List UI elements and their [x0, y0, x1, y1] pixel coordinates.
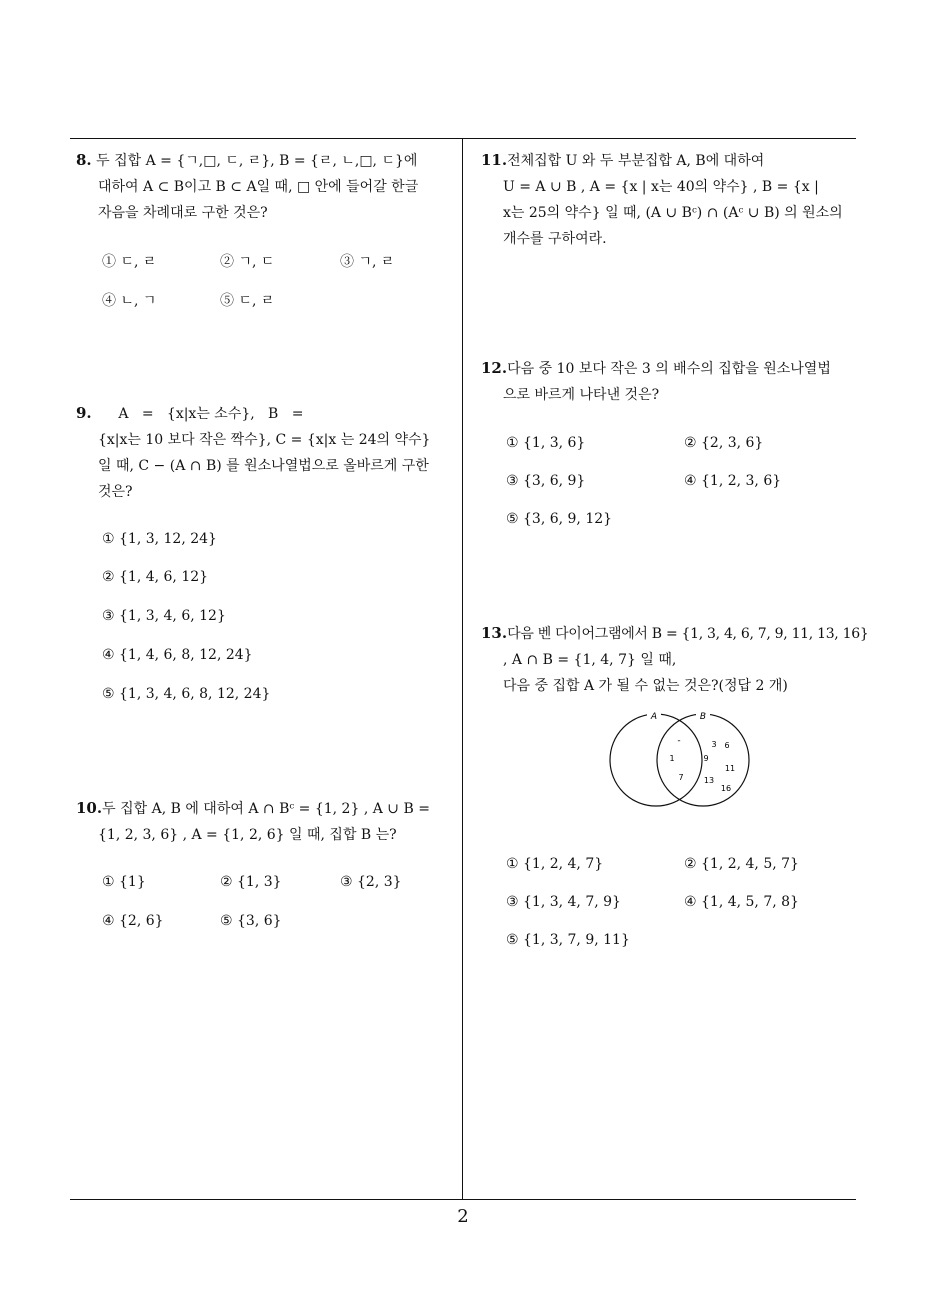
- venn-element: 7: [678, 773, 684, 782]
- venn-element: 6: [724, 741, 730, 750]
- venn-element: 13: [703, 776, 715, 785]
- choice-3[interactable]: ③ {2, 3}: [340, 874, 402, 890]
- choice-4[interactable]: ④ {1, 4, 6, 8, 12, 24}: [102, 647, 253, 663]
- question-9: [76, 400, 458, 505]
- question-number: 12.: [481, 359, 508, 377]
- venn-element: 9: [703, 754, 709, 763]
- set-a-circle: [610, 714, 702, 806]
- choice-3[interactable]: ③ {1, 3, 4, 6, 12}: [102, 608, 226, 624]
- choice-5[interactable]: ⑤ {3, 6}: [220, 913, 282, 929]
- choice-2[interactable]: ② {2, 3, 6}: [684, 435, 764, 451]
- question-text-line: 개수를 구하여라.: [503, 231, 607, 247]
- question-text-line: , A ∩ B = {1, 4, 7} 일 때,: [503, 652, 677, 668]
- question-text-line: 전체집합 U 와 두 부분집합 A, B에 대하여: [507, 153, 765, 169]
- question-text-line: 다음 중 집합 A 가 될 수 없는 것은?(정답 2 개): [503, 678, 788, 694]
- choice-4[interactable]: ④ {1, 2, 3, 6}: [684, 473, 782, 489]
- question-text-line: 자음을 차례대로 구한 것은?: [98, 205, 268, 221]
- choice-1[interactable]: ① {1, 2, 4, 7}: [506, 856, 604, 872]
- choice-1[interactable]: ① {1, 3, 6}: [506, 435, 586, 451]
- venn-element: 3: [711, 740, 717, 749]
- choice-2[interactable]: ② {1, 4, 6, 12}: [102, 569, 209, 585]
- venn-diagram: [600, 705, 760, 809]
- choice-4[interactable]: ④ {1, 4, 5, 7, 8}: [684, 894, 799, 910]
- page-number: 2: [457, 1206, 469, 1227]
- choice-5[interactable]: ⑤ {3, 6, 9, 12}: [506, 511, 613, 527]
- question-text-line: 대하여 A ⊂ B이고 B ⊂ A일 때, □ 안에 들어갈 한글: [98, 179, 419, 195]
- question-text-line: 것은?: [98, 484, 133, 500]
- choice-1[interactable]: ① ㄷ, ㄹ: [102, 254, 157, 270]
- venn-element: -: [677, 736, 681, 746]
- choice-5[interactable]: ⑤ {1, 3, 7, 9, 11}: [506, 932, 630, 948]
- top-rule: [70, 138, 856, 139]
- question-text-line: 다음 벤 다이어그램에서 B = {1, 3, 4, 6, 7, 9, 11, 13, 16}: [507, 626, 869, 642]
- question-8: [76, 147, 458, 226]
- choice-5[interactable]: ⑤ {1, 3, 4, 6, 8, 12, 24}: [102, 686, 271, 702]
- column-divider: [462, 138, 463, 1200]
- set-a-label: A: [650, 712, 658, 722]
- question-text-line: x는 25의 약수} 일 때, (A ∪ Bᶜ) ∩ (Aᶜ ∪ B) 의 원소의: [503, 205, 843, 221]
- question-text-line: 두 집합 A, B 에 대하여 A ∩ Bᶜ = {1, 2} , A ∪ B =: [102, 801, 430, 817]
- choice-4[interactable]: ④ ㄴ, ㄱ: [102, 293, 157, 309]
- question-number: 9.: [76, 404, 92, 422]
- choice-3[interactable]: ③ {3, 6, 9}: [506, 473, 586, 489]
- question-10: [76, 795, 458, 848]
- question-text-line: {x|x는 10 보다 작은 짝수}, C = {x|x 는 24의 약수}: [98, 432, 431, 448]
- question-12: [481, 355, 859, 408]
- set-b-label: B: [699, 712, 707, 722]
- question-number: 10.: [76, 799, 103, 817]
- question-text-line: 다음 중 10 보다 작은 3 의 배수의 집합을 원소나열법: [507, 361, 831, 377]
- question-number: 13.: [481, 624, 508, 642]
- question-text-line: 으로 바르게 나타낸 것은?: [503, 387, 660, 403]
- choice-4[interactable]: ④ {2, 6}: [102, 913, 164, 929]
- question-11: [481, 147, 859, 252]
- choice-3[interactable]: ③ {1, 3, 4, 7, 9}: [506, 894, 621, 910]
- choice-2[interactable]: ② ㄱ, ㄷ: [220, 254, 275, 270]
- question-text-line: A = {x|x는 소수}, B =: [118, 406, 304, 422]
- choice-2[interactable]: ② {1, 3}: [220, 874, 282, 890]
- choice-3[interactable]: ③ ㄱ, ㄹ: [340, 254, 395, 270]
- question-13: [481, 620, 869, 699]
- venn-element: 16: [720, 784, 732, 793]
- bottom-rule: [70, 1199, 856, 1200]
- question-text-line: U = A ∪ B , A = {x | x는 40의 약수} , B = {x |: [503, 179, 819, 195]
- venn-element: 1: [669, 754, 675, 763]
- choice-1[interactable]: ① {1, 3, 12, 24}: [102, 531, 217, 547]
- question-number: 8.: [76, 151, 92, 169]
- question-text-line: {1, 2, 3, 6} , A = {1, 2, 6} 일 때, 집합 B 는?: [98, 827, 397, 843]
- choice-2[interactable]: ② {1, 2, 4, 5, 7}: [684, 856, 799, 872]
- choice-5[interactable]: ⑤ ㄷ, ㄹ: [220, 293, 275, 309]
- choice-1[interactable]: ① {1}: [102, 874, 146, 890]
- question-text-line: 두 집합 A = {ㄱ,□, ㄷ, ㄹ}, B = {ㄹ, ㄴ,□, ㄷ}에: [96, 153, 418, 169]
- question-text-line: 일 때, C − (A ∩ B) 를 원소나열법으로 올바르게 구한: [98, 458, 429, 474]
- question-number: 11.: [481, 151, 508, 169]
- venn-element: 11: [724, 764, 736, 773]
